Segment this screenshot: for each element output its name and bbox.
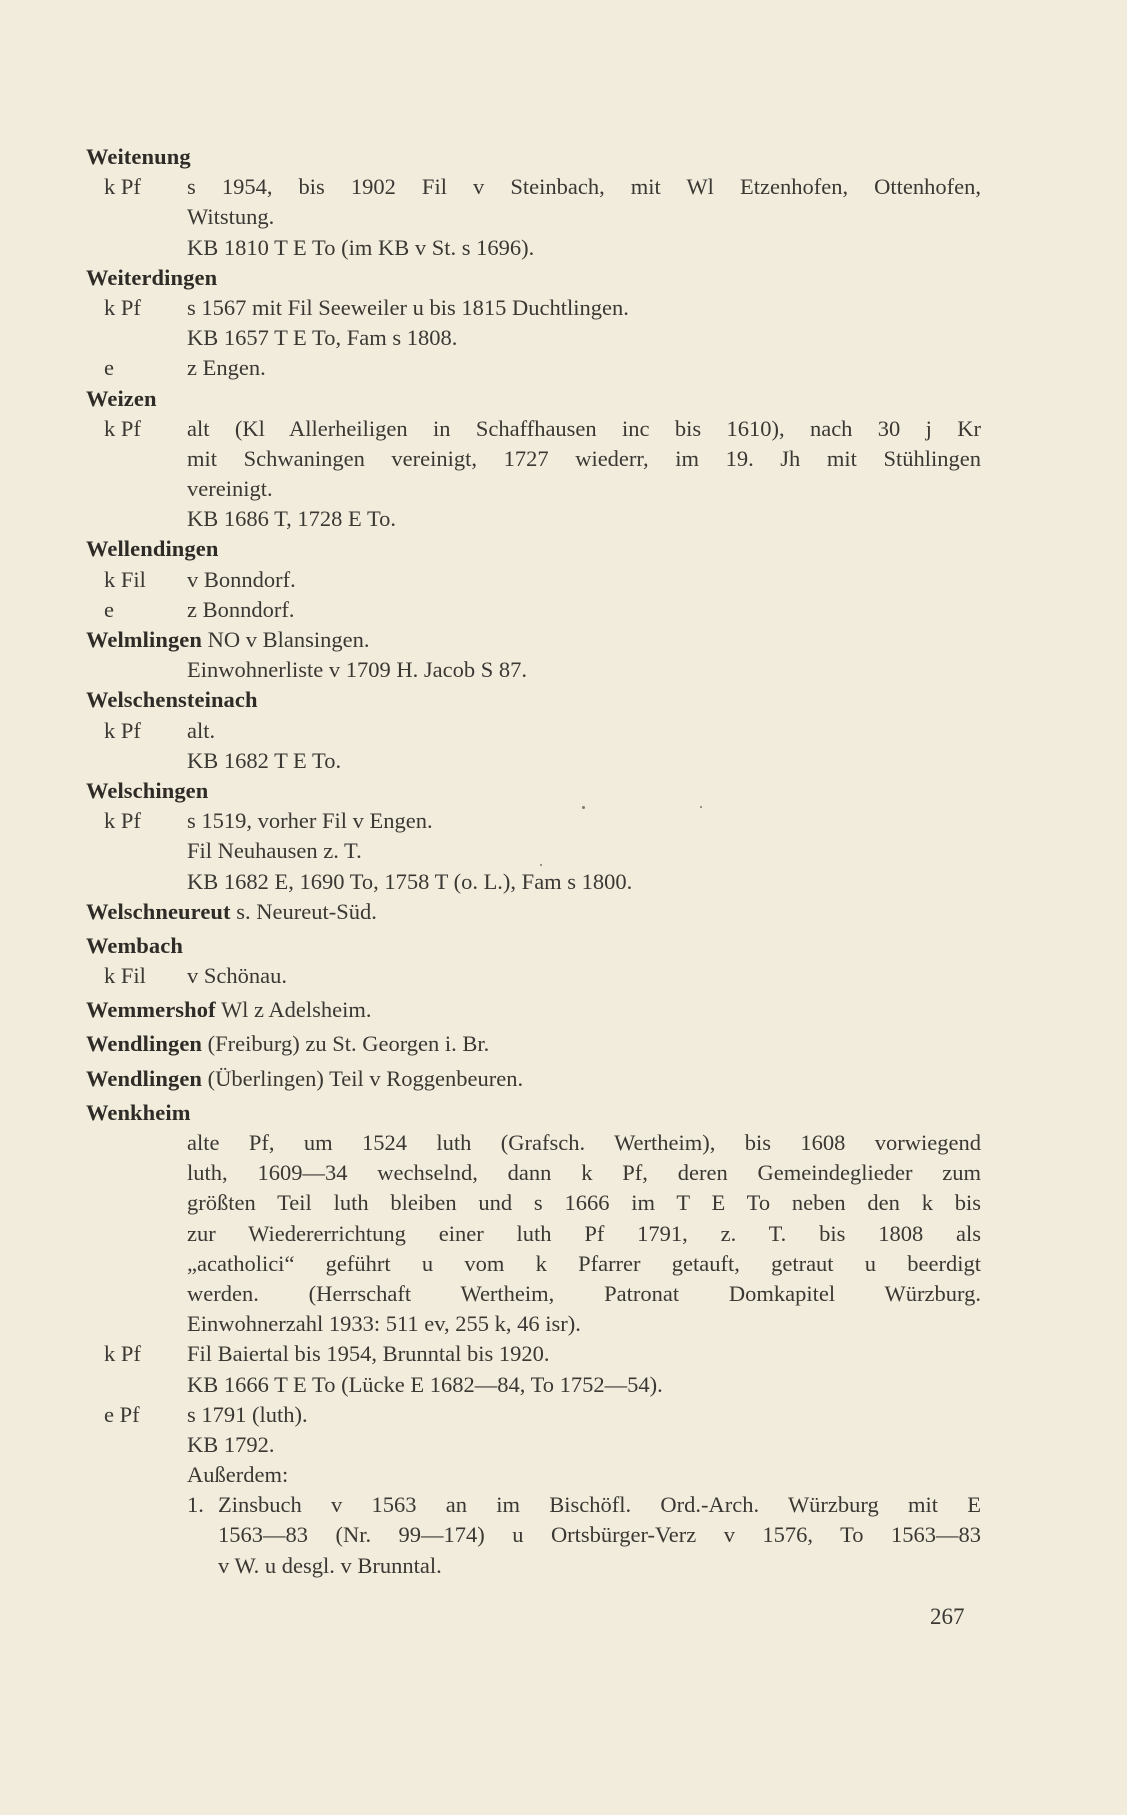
entry-heading: Wenkheim [86,1099,191,1125]
entry-line [86,202,981,232]
entry-line [86,474,981,504]
entry-line [86,1188,981,1218]
entry-label: k Fil [104,566,146,592]
entry-heading: Weizen [86,385,157,411]
scan-speck [582,806,585,809]
entry-heading-line [86,995,981,1025]
entry-line [86,565,981,595]
entry-line [86,1400,981,1430]
entry-heading: Wellendingen [86,536,219,562]
entry-heading: Welmlingen [86,627,203,652]
entry-line [86,655,981,685]
page-number: 267 [930,1604,965,1629]
list-item-line [86,1551,981,1581]
list-item-number: 1. [187,1492,204,1518]
entry-text: luth, 1609—34 wechselnd, dann k Pf, deren Gemeindeglieder zum [187,1160,981,1186]
entry-line [86,1128,981,1158]
scan-speck [540,864,542,866]
entry-heading: Welschensteinach [86,687,258,713]
entry-label: k Pf [104,294,141,320]
entry-inline-text: (Freiburg) zu St. Georgen i. Br. [207,1031,490,1057]
entry-label: e [104,355,114,381]
entry-line [86,172,981,202]
entry-line [86,353,981,383]
list-item-text: v W. u desgl. v Brunntal. [218,1552,442,1578]
entry-heading: Wembach [86,932,183,958]
entry-text: KB 1810 T E To (im KB v St. s 1696). [187,234,535,260]
entry-line [86,293,981,323]
entry-text: KB 1682 T E To. [187,747,342,773]
entry-heading-line [86,897,981,927]
entry-line [86,746,981,776]
entry-line [86,444,981,474]
entry-heading-line [86,1064,981,1094]
entry-heading-line [86,1029,981,1059]
entry-label: e [104,596,114,622]
entry-label: e Pf [104,1401,140,1427]
entry-heading-line [86,625,981,655]
entry-text: zur Wiedererrichtung einer luth Pf 1791, z. T. bis 1808 als [187,1220,981,1246]
entry-line [86,504,981,534]
list-item-text: Zinsbuch v 1563 an im Bischöfl. Ord.-Arch. Würzburg mit E [218,1492,981,1518]
entry-line [86,1158,981,1188]
entry-line [86,1219,981,1249]
entry-line [86,1430,981,1460]
entry-line [86,1339,981,1369]
entry-text: vereinigt. [187,476,273,502]
entry-text: s 1567 mit Fil Seeweiler u bis 1815 Duchtlingen. [187,294,629,320]
entry-text: Fil Neuhausen z. T. [187,838,362,864]
entry-line [86,1309,981,1339]
entry-text: KB 1792. [187,1431,275,1457]
list-item-text: 1563—83 (Nr. 99—174) u Ortsbürger-Verz v 1576, To 1563—83 [218,1522,981,1548]
entry-text: mit Schwaningen vereinigt, 1727 wiederr, im 19. Jh mit Stühlingen [187,445,981,471]
entry-text: werden. (Herrschaft Wertheim, Patronat Domkapitel Würzburg. [187,1280,981,1306]
entry-line [86,1370,981,1400]
entry-heading: Wendlingen [86,1031,203,1057]
entry-text: KB 1666 T E To (Lücke E 1682—84, To 1752—54). [187,1371,663,1397]
entry-text: KB 1657 T E To, Fam s 1808. [187,325,458,351]
entry-text: Einwohnerzahl 1933: 511 ev, 255 k, 46 isr). [187,1311,581,1337]
list-item-line [86,1490,981,1520]
entry-inline-text: (Überlingen) Teil v Roggenbeuren. [207,1065,524,1091]
entry-label: k Pf [104,174,141,200]
scan-speck [700,806,702,808]
entry-text: „acatholici“ geführt u vom k Pfarrer getauft, getraut u beerdigt [187,1250,981,1276]
entry-line [86,1279,981,1309]
entry-heading: Wemmershof [86,997,216,1023]
entry-inline-text: Wl z Adelsheim. [220,997,372,1023]
entry-text: alt (Kl Allerheiligen in Schaffhausen inc bis 1610), nach 30 j Kr [187,415,981,441]
entry-label: k Pf [104,415,141,441]
entry-label: k Fil [104,963,146,989]
entry-text: KB 1682 E, 1690 To, 1758 T (o. L.), Fam s 1800. [187,868,633,894]
entry-inline-text: s. Neureut-Süd. [236,898,377,924]
entry-text: s 1954, bis 1902 Fil v Steinbach, mit Wl Etzenhofen, Ottenhofen, [187,174,981,200]
entry-line [86,414,981,444]
entry-text: s 1791 (luth). [187,1401,308,1427]
entry-heading: Wendlingen [86,1065,203,1091]
entry-label: k Pf [104,1341,141,1367]
entry-text: v Bonndorf. [187,566,296,592]
entry-text: z Bonndorf. [187,596,295,622]
entry-line [86,323,981,353]
entry-line [86,595,981,625]
entry-text: Fil Baiertal bis 1954, Brunntal bis 1920. [187,1341,550,1367]
entry-text: v Schönau. [187,963,287,989]
entry-line [86,836,981,866]
entry-heading: Weiterdingen [86,264,218,290]
entry-text: Einwohnerliste v 1709 H. Jacob S 87. [187,657,527,683]
entry-text: alte Pf, um 1524 luth (Grafsch. Wertheim), bis 1608 vorwiegend [187,1130,981,1155]
entry-line [86,867,981,897]
entry-text: KB 1686 T, 1728 E To. [187,506,397,532]
entry-text: Außerdem: [187,1462,289,1488]
list-item-line [86,1520,981,1550]
entry-line [86,1249,981,1279]
entry-heading: Weitenung [86,144,191,169]
entry-label: k Pf [104,717,141,743]
entry-text: Witstung. [187,204,275,230]
document-page [86,142,981,1581]
entry-label: k Pf [104,808,141,834]
entry-text: s 1519, vorher Fil v Engen. [187,808,433,834]
entry-line [86,1460,981,1490]
entry-line [86,961,981,991]
entry-heading: Welschneureut [86,898,231,924]
entry-heading: Welschingen [86,777,209,803]
entry-line [86,716,981,746]
entry-line [86,806,981,836]
entry-inline-text: NO v Blansingen. [207,627,370,652]
entry-text: größten Teil luth bleiben und s 1666 im T E To neben den k bis [187,1190,981,1216]
entry-line [86,233,981,263]
entry-text: alt. [187,717,216,743]
entry-text: z Engen. [187,355,266,381]
